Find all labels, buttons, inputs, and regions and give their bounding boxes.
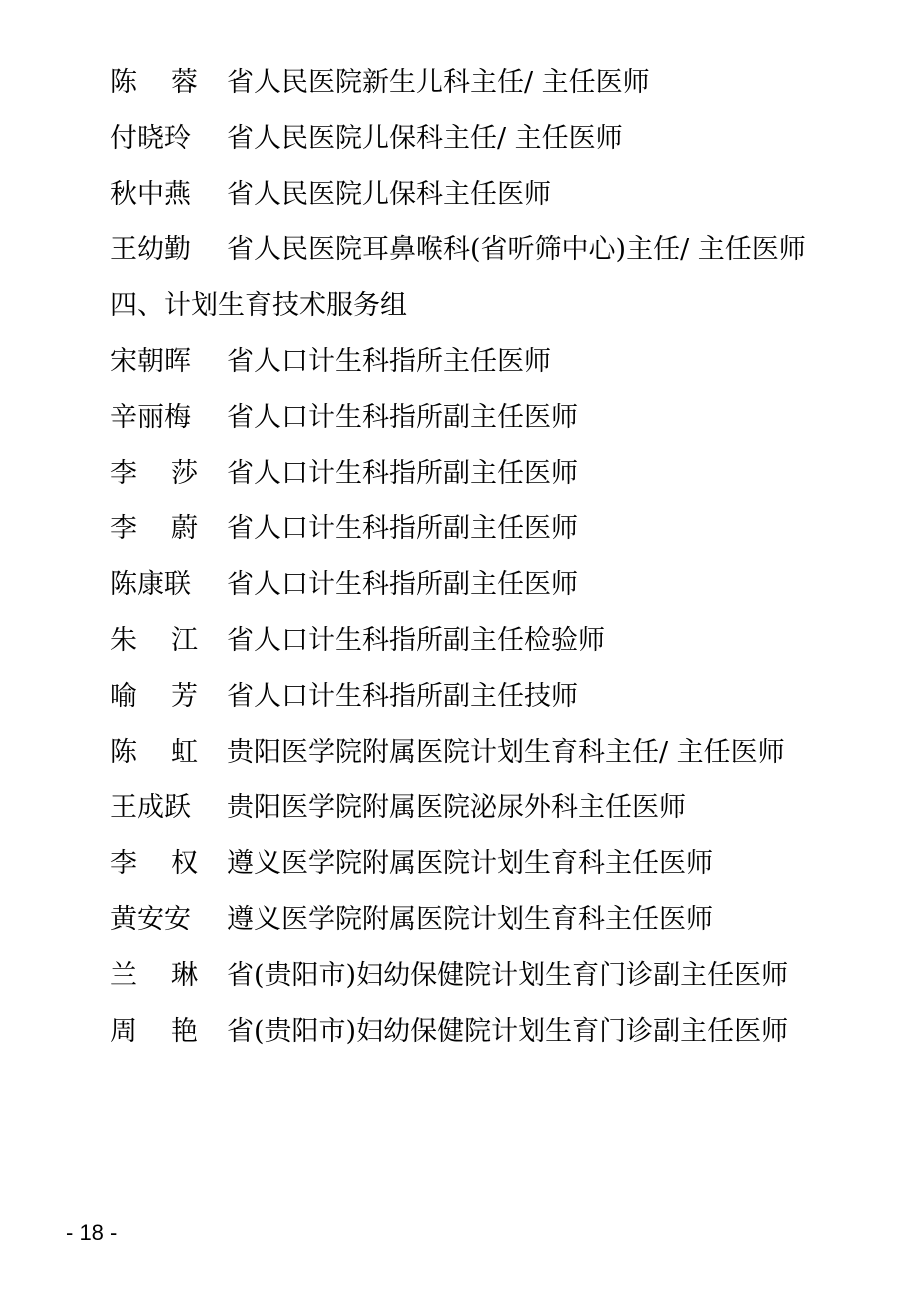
member-title: 省人民医院新生儿科主任/ 主任医师 [227, 67, 650, 98]
member-row [110, 118, 890, 174]
member-name-part: 虹 [171, 736, 198, 768]
member-row [110, 843, 890, 899]
member-title: 省人民医院儿保科主任医师 [227, 178, 551, 210]
member-title: 省人口计生科指所副主任医师 [227, 513, 578, 545]
member-name-part: 陈康联 [110, 569, 191, 601]
member-name-part: 莎 [171, 457, 198, 489]
member-name [110, 453, 198, 495]
member-name-part: 秋中燕 [110, 178, 191, 210]
member-title: 省人民医院耳鼻喉科(省听筛中心)主任/ 主任医师 [227, 234, 806, 266]
member-name [110, 397, 227, 439]
member-row [110, 453, 890, 509]
member-row [110, 787, 890, 843]
member-name-part: 兰 [110, 959, 137, 991]
member-row [110, 341, 890, 397]
member-name [110, 229, 227, 271]
member-name-part: 芳 [171, 680, 198, 712]
member-row [110, 676, 890, 732]
member-name-part: 陈 [110, 67, 137, 98]
member-name-part: 权 [171, 848, 198, 880]
member-name-part: 李 [110, 848, 137, 880]
member-name [110, 62, 198, 104]
member-name-part: 蔚 [171, 513, 198, 545]
member-name [110, 118, 227, 160]
member-name-part: 付晓玲 [110, 122, 191, 154]
member-name [110, 955, 198, 997]
page-number: - 18 - [66, 1220, 118, 1245]
member-name-part: 李 [110, 513, 137, 545]
member-name [110, 341, 227, 383]
member-name-part: 黄安安 [110, 903, 191, 935]
section-heading-text: 四、计划生育技术服务组 [110, 290, 407, 322]
member-name-part: 王幼勤 [110, 234, 191, 266]
member-title: 遵义医学院附属医院计划生育科主任医师 [227, 903, 713, 935]
member-title: 省(贵阳市)妇幼保健院计划生育门诊副主任医师 [227, 959, 789, 991]
member-title: 省(贵阳市)妇幼保健院计划生育门诊副主任医师 [227, 1015, 789, 1047]
member-row [110, 732, 890, 788]
member-title: 省人民医院儿保科主任/ 主任医师 [227, 122, 623, 154]
member-row [110, 508, 890, 564]
member-list [110, 62, 890, 1066]
member-name-part: 辛丽梅 [110, 401, 191, 433]
member-name-part: 喻 [110, 680, 137, 712]
member-title: 省人口计生科指所副主任医师 [227, 457, 578, 489]
member-name-part: 琳 [171, 959, 198, 991]
member-name-part: 蓉 [171, 67, 198, 98]
member-row [110, 1011, 890, 1067]
member-row [110, 955, 890, 1011]
member-name [110, 676, 198, 718]
member-title: 贵阳医学院附属医院计划生育科主任/ 主任医师 [227, 736, 785, 768]
member-name [110, 899, 227, 941]
member-title: 省人口计生科指所主任医师 [227, 345, 551, 377]
member-row [110, 899, 890, 955]
member-name-part: 王成跃 [110, 792, 191, 824]
member-row [110, 174, 890, 230]
member-name-part: 宋朝晖 [110, 345, 191, 377]
member-name [110, 174, 227, 216]
member-title: 贵阳医学院附属医院泌尿外科主任医师 [227, 792, 686, 824]
member-name [110, 1011, 198, 1053]
member-row [110, 620, 890, 676]
section-heading [110, 285, 890, 341]
member-title: 省人口计生科指所副主任医师 [227, 401, 578, 433]
member-name-part: 朱 [110, 624, 137, 656]
member-title: 省人口计生科指所副主任医师 [227, 569, 578, 601]
member-name-part: 江 [171, 624, 198, 656]
member-name-part: 艳 [171, 1015, 198, 1047]
member-row [110, 229, 890, 285]
member-name [110, 564, 227, 606]
member-name-part: 陈 [110, 736, 137, 768]
member-title: 省人口计生科指所副主任技师 [227, 680, 578, 712]
member-name-part: 李 [110, 457, 137, 489]
member-name [110, 843, 198, 885]
member-name-part: 周 [110, 1015, 137, 1047]
member-row [110, 62, 890, 118]
member-title: 省人口计生科指所副主任检验师 [227, 624, 605, 656]
member-name [110, 787, 227, 829]
member-row [110, 564, 890, 620]
member-name [110, 620, 198, 662]
member-title: 遵义医学院附属医院计划生育科主任医师 [227, 848, 713, 880]
member-name [110, 732, 198, 774]
member-row [110, 397, 890, 453]
member-name [110, 508, 198, 550]
